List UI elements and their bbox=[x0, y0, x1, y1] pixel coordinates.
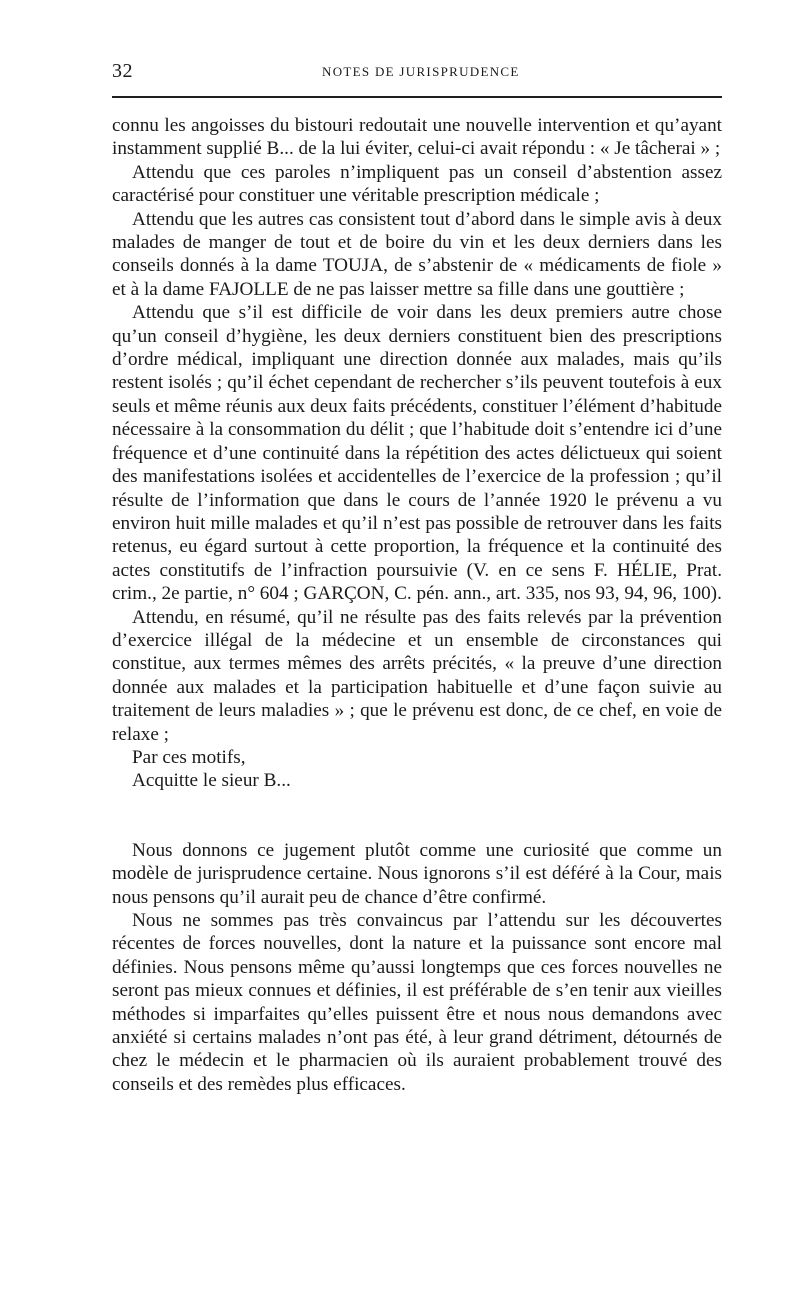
section-gap bbox=[112, 793, 722, 839]
running-head: NOTES DE JURISPRUDENCE bbox=[322, 64, 520, 79]
judgment-paragraph: Attendu que ces paroles n’impliquent pas un conseil d’abstention assez caractérisé pour constituer une véritable prescription médicale ; bbox=[112, 161, 722, 207]
judgment-text bbox=[112, 114, 722, 793]
judgment-paragraph: Attendu que les autres cas consistent tout d’abord dans le simple avis à deux malades de manger de tout et de boire du vin et les deux derniers dans les conseils donnés à la dame TOUJA, de s’abstenir de « médicaments de fiole » et à la dame FAJOLLE de ne pas laisser mettre sa fille dans une gouttière ; bbox=[112, 208, 722, 300]
judgment-paragraph: connu les angoisses du bistouri redoutait une nouvelle intervention et qu’ayant instamment supplié B... de la lui éviter, celui-ci avait répondu : « Je tâcherai » ; bbox=[112, 115, 722, 160]
judgment-paragraph: Attendu, en résumé, qu’il ne résulte pas des faits relevés par la prévention d’exercice illégal de la médecine et un ensemble de circonstances qui constitue, aux termes mêmes des arrêts précités, « la preuve d’une direction donnée aux malades et la participation habituelle et d’une façon suivie au traitement de leurs maladies » ; que le prévenu est donc, de ce chef, en voie de relaxe ; bbox=[112, 606, 722, 745]
commentary-paragraph: Nous donnons ce jugement plutôt comme une curiosité que comme un modèle de jurisprudence certaine. Nous ignorons s’il est déféré à la Cour, mais nous pensons qu’il aurait peu de chance d’être confirmé. bbox=[112, 839, 722, 908]
page-number: 32 bbox=[112, 60, 133, 82]
judgment-paragraph: Attendu que s’il est difficile de voir dans les deux premiers autre chose qu’un conseil d’hygiène, les deux derniers constituent bien des prescriptions d’ordre médical, impliquant une direction donnée aux malades, mais qu’ils restent isolés ; qu’il échet cependant de rechercher s’ils peuvent toutefois à eux seuls et même réunis aux deux faits précédents, constituer l’élément d’habitude nécessaire à la consommation du délit ; que l’habitude doit s’entendre ici d’une fréquence et d’une continuité dans la répétition des actes délictueux qui soient des manifestations isolées et accidentelles de l’exercice de la profession ; qu’il résulte de l’information que dans le cours de l’année 1920 le prévenu a vu environ huit mille malades et qu’il n’est pas possible de retrouver dans les faits retenus, eu égard surtout à cette proportion, la fréquence et la continuité des actes constitutifs de l’infraction poursuivie (V. en ce sens F. HÉLIE, Prat. crim., 2e partie, n° 604 ; GARÇON, C. pén. ann., art. 335, nos 93, 94, 96, 100). bbox=[112, 302, 722, 605]
page-body bbox=[112, 114, 722, 1096]
commentary-text bbox=[112, 839, 722, 1096]
header-rule bbox=[112, 96, 722, 98]
judgment-verdict: Acquitte le sieur B... bbox=[132, 770, 291, 792]
commentary-paragraph: Nous ne sommes pas très convaincus par l’attendu sur les découvertes récentes de forces nouvelles, dont la nature et la puissance sont encore mal définies. Nous pensons même qu’aussi longtemps que ces forces nouvelles ne seront pas mieux connues et définies, il est préférable de s’en tenir aux vieilles méthodes si imparfaites qu’elles puissent être et nous nous demandons avec anxiété si certains malades n’ont pas été, à leur grand détriment, détournés de chez le médecin et le pharmacien où ils auraient probablement trouvé des conseils et des remèdes plus efficaces. bbox=[112, 910, 722, 1095]
page-header bbox=[112, 58, 722, 90]
judgment-closing: Par ces motifs, bbox=[132, 746, 246, 768]
